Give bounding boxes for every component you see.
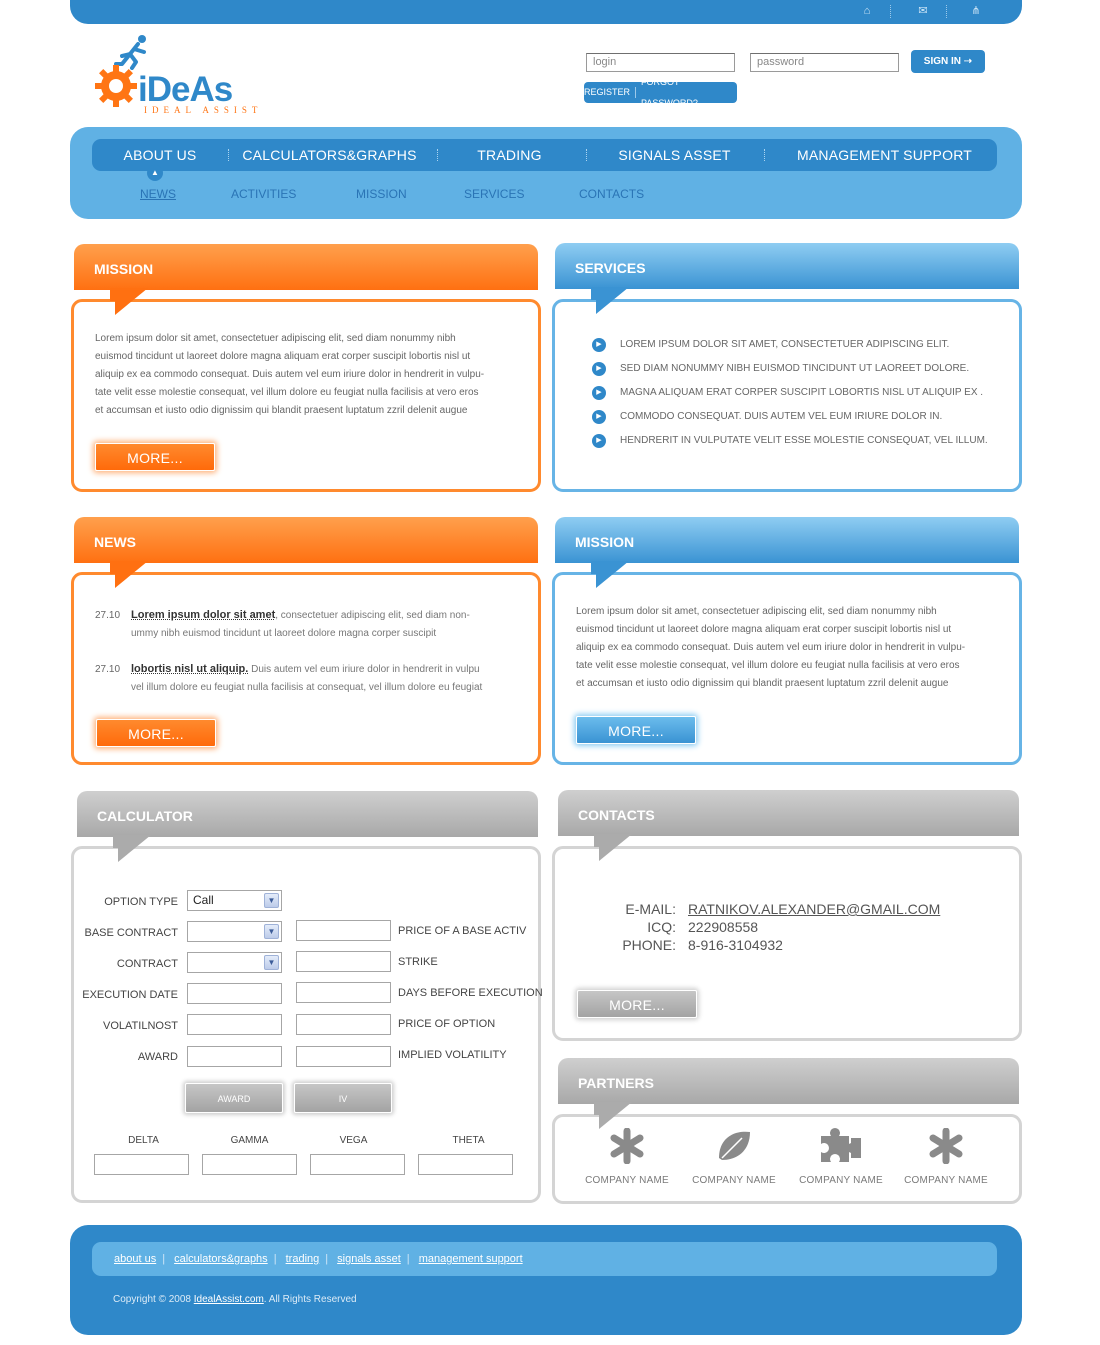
services-panel-header: SERVICES [555,243,1019,289]
copyright: Copyright © 2008 IdealAssist.com. All Rights Reserved [113,1294,357,1305]
mission-more-button[interactable]: MORE... [95,443,215,471]
award-label: AWARD [137,1051,178,1063]
nav-item-about-us[interactable]: ABOUT US [123,147,197,163]
partner-item[interactable] [796,1128,886,1186]
news-item: Lorem ipsum dolor sit amet, consectetuer adipiscing elit, sed diam non- ummy nibh euismod tincidunt ut laoreet dolore magna corper suscipit [131,609,470,639]
main-navigation [70,127,1022,219]
mission-panel-header: MISSION [74,244,538,290]
footer-link-about-us[interactable]: about us [114,1253,157,1265]
speech-tail [113,835,153,863]
days-before-execution-input[interactable] [296,982,391,1003]
theta-output[interactable] [418,1154,513,1175]
award-button[interactable]: AWARD [185,1083,283,1113]
forgot-password-link[interactable]: FORGOT PASSWORD? [641,76,698,108]
award-input[interactable] [187,1046,282,1067]
subnav-item-contacts[interactable]: CONTACTS [579,187,645,201]
email-label: E-MAIL: [625,901,676,917]
footer-link-signals-asset[interactable]: signals asset [337,1253,401,1265]
gamma-label: GAMMA [230,1135,269,1146]
implied-volatility-input[interactable] [296,1046,391,1067]
nav-main-bar [92,139,997,171]
option-type-value: Call [193,893,214,907]
speech-tail [591,561,631,589]
puzzle-logo-icon [817,1128,865,1164]
nav-divider [586,149,587,161]
topbar-divider [946,5,947,18]
partner-item[interactable] [901,1128,991,1186]
logo-tagline: IDEAL ASSIST [144,105,263,115]
speech-tail [594,1102,634,1130]
gamma-output[interactable] [202,1154,297,1175]
price-of-option-input[interactable] [296,1014,391,1035]
asterisk-logo-icon [928,1128,964,1164]
news-headline-link[interactable]: lobortis nisl ut aliquip. [131,663,249,675]
play-circle-icon: ▶ [592,410,606,424]
footer-link-calculators-graphs[interactable]: calculators&graphs [174,1253,268,1265]
register-divider [635,87,636,98]
news-headline-link[interactable]: Lorem ipsum dolor sit amet [131,609,276,621]
register-link[interactable]: REGISTER [584,87,631,97]
execution-date-input[interactable] [187,983,282,1004]
price-of-base-activ-label: PRICE OF A BASE ACTIV [398,925,527,937]
footer [70,1225,1022,1335]
execution-date-label: EXECUTION DATE [82,989,178,1001]
play-circle-icon: ▶ [592,434,606,448]
mail-icon[interactable]: ✉ [918,5,928,17]
chevron-down-icon: ▼ [264,893,279,908]
logo[interactable] [92,34,267,120]
sign-in-button[interactable] [911,50,985,73]
contract-label: CONTRACT [116,958,178,970]
iv-button[interactable]: IV [294,1083,392,1113]
footer-divider: | [162,1253,166,1265]
volatilnost-input[interactable] [187,1014,282,1035]
logo-wordmark: iDeAs [138,70,233,109]
arrow-right-icon: ⇢ [963,56,973,67]
play-circle-icon: ▶ [592,362,606,376]
sign-in-label: SIGN IN [923,56,962,67]
partner-name: COMPANY NAME [799,1175,883,1186]
services-list-item[interactable]: ▶ COMMODO CONSEQUAT. DUIS AUTEM VEL EUM IRIURE DOLOR IN. [592,410,942,424]
email-link[interactable]: RATNIKOV.ALEXANDER@GMAIL.COM [688,901,941,917]
footer-link-management-support[interactable]: management support [418,1253,523,1265]
topbar-divider [890,5,891,18]
footer-navigation [92,1242,997,1276]
news-more-button[interactable]: MORE... [96,719,216,747]
speech-tail [110,561,150,589]
contract-select[interactable] [187,952,282,973]
vega-output[interactable] [310,1154,405,1175]
copyright-site-link[interactable]: IdealAssist.com [193,1294,264,1305]
partner-name: COMPANY NAME [585,1175,669,1186]
nav-item-management-support[interactable]: MANAGEMENT SUPPORT [797,147,972,163]
services-list-item[interactable]: ▶ SED DIAM NONUMMY NIBH EUISMOD TINCIDUNT UT LAOREET DOLORE. [592,362,969,376]
speech-tail [591,287,631,315]
play-circle-icon: ▶ [592,386,606,400]
asterisk-logo-icon [609,1128,645,1164]
days-before-execution-label: DAYS BEFORE EXECUTION [398,987,543,999]
sitemap-icon[interactable]: ⋔ [971,5,981,17]
theta-label: THETA [452,1135,485,1146]
leaf-logo-icon [716,1128,752,1164]
option-type-select[interactable] [187,890,282,911]
option-type-label: OPTION TYPE [104,896,178,908]
mission-blue-more-button[interactable]: MORE... [576,716,696,744]
news-date: 27.10 [95,610,121,621]
subnav-item-mission[interactable]: MISSION [356,187,407,201]
mission-text: Lorem ipsum dolor sit amet, consectetuer adipiscing elit, sed diam nonummy nibh euismod tincidunt ut laoreet dolore magna aliquam erat corper suscipit lobortis nisl ut aliquip ex ea commodo consequat. Duis autem vel eum iriure dolor in hendrerit in vulpu- tate velit esse molestie consequat, vel illum dolore eu feugiat nulla facilisis at vero eros et accumsan et iusto odio dignissim qui blandit praesent luptatum zzril delenit augue [95,333,485,416]
contacts-more-button[interactable]: MORE... [577,990,697,1018]
chevron-down-icon: ▼ [264,924,279,939]
nav-item-calculators-graphs[interactable]: CALCULATORS&GRAPHS [242,147,417,163]
services-list-item[interactable]: ▶ LOREM IPSUM DOLOR SIT AMET, CONSECTETUER ADIPISCING ELIT. [592,338,949,352]
vega-label: VEGA [339,1135,368,1146]
news-item: lobortis nisl ut aliquip. Duis autem vel eum iriure dolor in hendrerit in vulpu vel illum dolore eu feugiat nulla facilisis at consequat, vel illum dolore eu feugiat [131,663,483,693]
speech-tail [594,834,634,862]
partner-name: COMPANY NAME [904,1175,988,1186]
icq-label: ICQ: [647,919,676,935]
nav-divider [764,149,765,161]
gear-icon [94,64,138,108]
partner-item[interactable] [582,1128,672,1186]
active-indicator-icon: ▲ [147,165,163,181]
register-bar [584,76,737,108]
nav-divider [437,149,438,161]
footer-link-trading[interactable]: trading [285,1253,320,1265]
phone-value: 8-916-3104932 [688,937,783,953]
delta-label: DELTA [128,1135,159,1146]
services-list-item[interactable]: ▶ HENDRERIT IN VULPUTATE VELIT ESSE MOLESTIE CONSEQUAT, VEL ILLUM. [592,434,988,448]
news-date: 27.10 [95,664,121,675]
base-contract-label: BASE CONTRACT [84,927,178,939]
news-panel-header: NEWS [74,517,538,563]
footer-divider: | [273,1253,277,1265]
chevron-down-icon: ▼ [264,955,279,970]
strike-label: STRIKE [398,956,438,968]
mission-blue-panel-header: MISSION [555,517,1019,563]
base-contract-select[interactable] [187,921,282,942]
speech-tail [110,288,150,316]
price-of-option-label: PRICE OF OPTION [398,1018,496,1030]
partners-panel-header: PARTNERS [558,1058,1019,1104]
contacts-panel-header: CONTACTS [558,790,1019,836]
delta-output[interactable] [94,1154,189,1175]
price-of-base-activ-input[interactable] [296,920,391,941]
subnav-item-activities[interactable]: ACTIVITIES [231,187,297,201]
password-input[interactable]: password [750,53,899,72]
mission-blue-text: Lorem ipsum dolor sit amet, consectetuer adipiscing elit, sed diam nonummy nibh euismod tincidunt ut laoreet dolore magna aliquam erat corper suscipit lobortis nisl ut aliquip ex ea commodo consequat. Duis autem vel eum iriure dolor in hendrerit in vulpu- tate velit esse molestie consequat, vel illum dolore eu feugiat nulla facilisis at vero eros et accumsan et iusto odio dignissim qui blandit praesent luptatum zzril delenit augue [576,606,966,689]
services-list-item[interactable]: ▶ MAGNA ALIQUAM ERAT CORPER SUSCIPIT LOBORTIS NISL UT ALIQUIP EX . [592,386,983,400]
nav-item-signals-asset[interactable]: SIGNALS ASSET [618,147,731,163]
icq-value: 222908558 [688,919,759,935]
play-circle-icon: ▶ [592,338,606,352]
partner-item[interactable] [689,1128,779,1186]
volatilnost-label: VOLATILNOST [103,1020,178,1032]
strike-input[interactable] [296,951,391,972]
calculator-panel-header: CALCULATOR [77,791,538,837]
nav-divider [228,149,229,161]
top-bar [70,0,1022,24]
implied-volatility-label: IMPLIED VOLATILITY [398,1049,507,1061]
subnav-item-news[interactable]: NEWS [140,187,176,201]
phone-label: PHONE: [622,937,676,953]
subnav-item-services[interactable]: SERVICES [464,187,525,201]
nav-item-trading[interactable]: TRADING [477,147,542,163]
home-icon[interactable]: ⌂ [863,5,871,17]
footer-divider: | [325,1253,329,1265]
login-input[interactable]: login [586,53,735,72]
footer-divider: | [406,1253,410,1265]
partner-name: COMPANY NAME [692,1175,776,1186]
